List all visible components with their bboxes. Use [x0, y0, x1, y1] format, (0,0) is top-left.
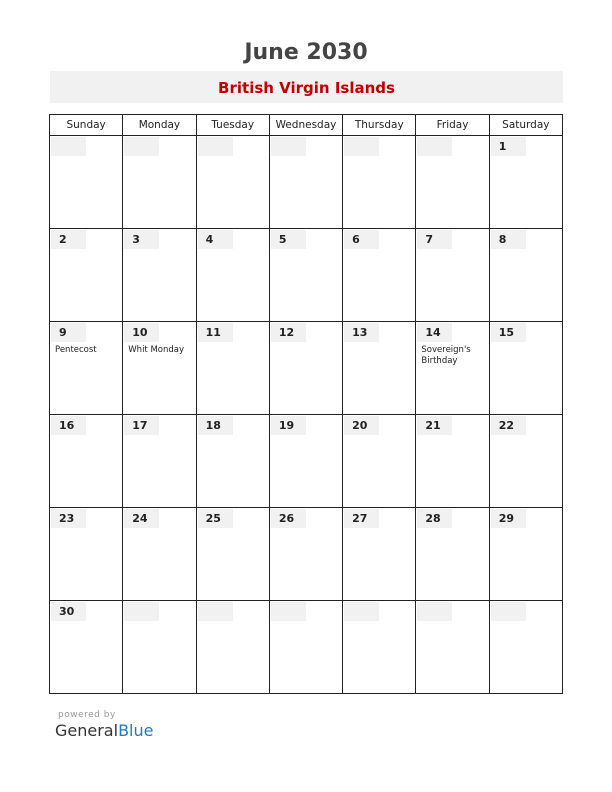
weekday-header: Sunday — [50, 115, 123, 136]
day-cell[interactable] — [269, 229, 342, 322]
day-number — [344, 602, 379, 621]
day-cell[interactable] — [416, 415, 489, 508]
day-cell[interactable] — [269, 415, 342, 508]
day-cell[interactable] — [50, 508, 123, 601]
day-number: 14 — [417, 323, 452, 342]
day-number: 29 — [491, 509, 526, 528]
day-number: 24 — [124, 509, 159, 528]
day-number: 1 — [491, 137, 526, 156]
day-cell[interactable] — [269, 136, 342, 229]
day-number — [271, 137, 306, 156]
day-number — [198, 602, 233, 621]
day-cell[interactable] — [343, 322, 416, 415]
holiday-label: Whit Monday — [128, 345, 185, 355]
day-cell[interactable] — [123, 136, 196, 229]
day-number: 20 — [344, 416, 379, 435]
day-number: 16 — [51, 416, 86, 435]
day-cell[interactable] — [489, 601, 562, 694]
day-number: 5 — [271, 230, 306, 249]
day-cell[interactable] — [416, 322, 489, 415]
weekday-header: Tuesday — [196, 115, 269, 136]
region-name: British Virgin Islands — [218, 79, 395, 97]
day-number: 13 — [344, 323, 379, 342]
day-cell[interactable] — [50, 136, 123, 229]
day-cell[interactable] — [416, 136, 489, 229]
day-cell[interactable] — [196, 229, 269, 322]
weekday-header: Monday — [123, 115, 196, 136]
day-number: 19 — [271, 416, 306, 435]
day-cell[interactable] — [123, 415, 196, 508]
day-number: 25 — [198, 509, 233, 528]
day-cell[interactable] — [489, 508, 562, 601]
day-cell[interactable] — [123, 508, 196, 601]
day-cell[interactable] — [123, 322, 196, 415]
weekday-header-row — [50, 115, 563, 136]
day-number — [344, 137, 379, 156]
day-cell[interactable] — [489, 415, 562, 508]
day-number — [124, 137, 159, 156]
weekday-header: Thursday — [343, 115, 416, 136]
day-number: 9 — [51, 323, 86, 342]
day-number: 4 — [198, 230, 233, 249]
day-cell[interactable] — [196, 601, 269, 694]
day-number — [417, 602, 452, 621]
day-number: 26 — [271, 509, 306, 528]
day-number — [51, 137, 86, 156]
week-row — [50, 601, 563, 694]
brand-general-text: General — [55, 721, 119, 740]
day-number — [271, 602, 306, 621]
day-cell[interactable] — [123, 601, 196, 694]
day-number: 21 — [417, 416, 452, 435]
generalblue-logo[interactable] — [55, 721, 153, 740]
day-cell[interactable] — [123, 229, 196, 322]
day-cell[interactable] — [416, 508, 489, 601]
weekday-header: Saturday — [489, 115, 562, 136]
weekday-header: Wednesday — [269, 115, 342, 136]
calendar-grid — [49, 114, 563, 694]
day-cell[interactable] — [343, 229, 416, 322]
day-cell[interactable] — [416, 229, 489, 322]
day-number — [198, 137, 233, 156]
day-cell[interactable] — [489, 322, 562, 415]
day-cell[interactable] — [269, 601, 342, 694]
day-number: 27 — [344, 509, 379, 528]
day-cell[interactable] — [343, 136, 416, 229]
day-cell[interactable] — [50, 322, 123, 415]
day-cell[interactable] — [50, 415, 123, 508]
day-number: 22 — [491, 416, 526, 435]
day-cell[interactable] — [343, 508, 416, 601]
day-cell[interactable] — [50, 601, 123, 694]
day-number: 8 — [491, 230, 526, 249]
calendar-title: June 2030 — [244, 40, 368, 65]
holiday-label: Sovereign's Birthday — [421, 345, 471, 366]
day-cell[interactable] — [269, 508, 342, 601]
day-cell[interactable] — [489, 136, 562, 229]
day-number: 30 — [51, 602, 86, 621]
day-number: 11 — [198, 323, 233, 342]
day-number: 28 — [417, 509, 452, 528]
day-cell[interactable] — [269, 322, 342, 415]
day-number: 17 — [124, 416, 159, 435]
day-cell[interactable] — [50, 229, 123, 322]
powered-by-label: powered by — [58, 710, 116, 720]
day-number: 3 — [124, 230, 159, 249]
day-number — [124, 602, 159, 621]
day-number: 15 — [491, 323, 526, 342]
day-cell[interactable] — [196, 136, 269, 229]
week-row — [50, 508, 563, 601]
day-cell[interactable] — [416, 601, 489, 694]
day-number: 6 — [344, 230, 379, 249]
week-row — [50, 229, 563, 322]
day-number: 2 — [51, 230, 86, 249]
holiday-label: Pentecost — [55, 345, 97, 355]
week-row — [50, 136, 563, 229]
day-cell[interactable] — [196, 415, 269, 508]
day-number: 23 — [51, 509, 86, 528]
day-cell[interactable] — [343, 601, 416, 694]
day-number — [491, 602, 526, 621]
day-number: 12 — [271, 323, 306, 342]
week-row — [50, 322, 563, 415]
day-number: 7 — [417, 230, 452, 249]
day-number — [417, 137, 452, 156]
brand-blue-text: Blue — [118, 721, 154, 740]
day-cell[interactable] — [196, 508, 269, 601]
day-cell[interactable] — [343, 415, 416, 508]
weekday-header: Friday — [416, 115, 489, 136]
day-cell[interactable] — [196, 322, 269, 415]
week-row — [50, 415, 563, 508]
day-cell[interactable] — [489, 229, 562, 322]
day-number: 18 — [198, 416, 233, 435]
day-number: 10 — [124, 323, 159, 342]
region-banner — [50, 71, 563, 103]
